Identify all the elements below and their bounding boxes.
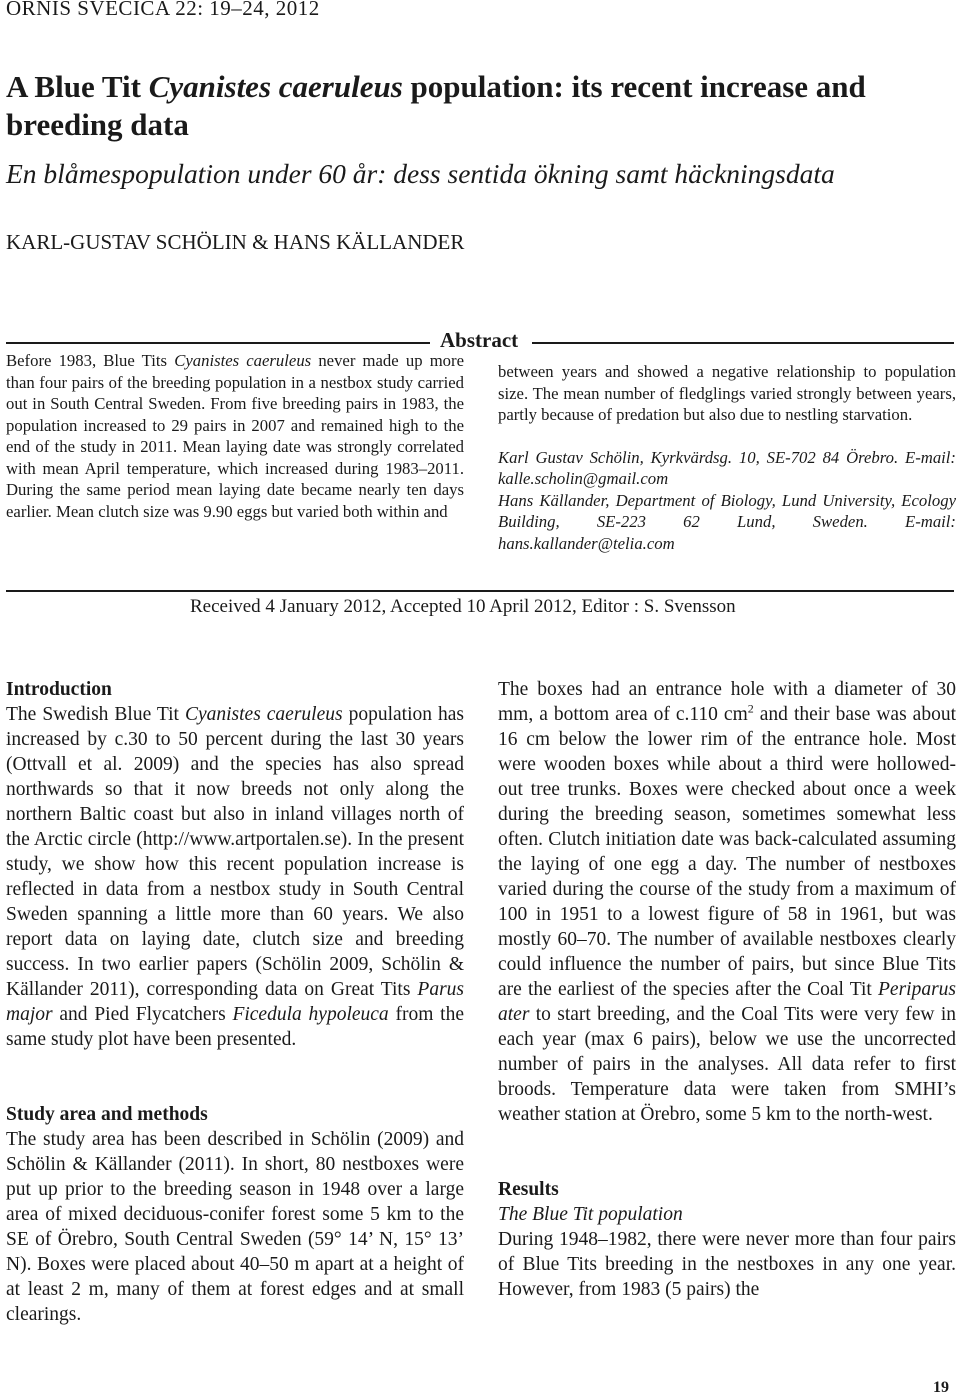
intro-species-1: Cyanistes caeruleus — [184, 704, 343, 725]
results-paragraph: During 1948–1982, there were never more than four pairs of Blue Tits breeding in the nestboxes in any one year. However, from 1983 (5 pairs) the — [498, 1229, 956, 1300]
methods-paragraph: The study area has been described in Schölin (2009) and Schölin & Källander (2011). In short, 80 nestboxes were put up prior to the breeding season in 1948 over a large area of mixed deciduous-conifer forest some 5 km to the SE of Örebro, South Central Sweden (59° 14’ N, 15° 13’ N). Boxes were placed about 40–50 m apart at a height of at least 2 m, many of them at forest edges and at small clearings. — [6, 1129, 464, 1325]
author-address-2: Hans Källander, Department of Biology, Lund University, Ecology Building, SE-223 62 Lund, Sweden. E-mail: hans.kallander@telia.com — [498, 490, 956, 553]
article-title — [6, 68, 946, 144]
results-subheading: The Blue Tit population — [498, 1204, 683, 1225]
methods-heading: Study area and methods — [6, 1104, 208, 1125]
intro-part-3: and Pied Flycatchers — [52, 1004, 233, 1025]
boxes-part-3: to start breeding, and the Coal Tits were very few in each year (max 6 pairs), below we use the uncorrected number of pairs in the analyses. All data refer to first broods. Temperature data were taken from SMHI’s weather station at Örebro, some 5 km to the north-west. — [498, 1004, 956, 1125]
boxes-paragraph — [498, 677, 956, 1127]
abstract-right-column — [498, 361, 956, 554]
abstract-left-part-1: Before 1983, Blue Tits — [6, 351, 175, 370]
intro-part-4: from the same study plot have been presented. — [6, 1004, 464, 1050]
title-species: Cyanistes caeruleus — [148, 69, 403, 104]
boxes-species: Periparus ater — [498, 979, 956, 1025]
intro-species-3: Ficedula hypoleuca — [232, 1004, 389, 1025]
body-right-column — [498, 677, 956, 1302]
boxes-part-1: The boxes had an entrance hole with a diameter of 30 mm, a bottom area of c.110 cm — [498, 679, 956, 725]
abstract-bottom-rule — [6, 590, 954, 592]
intro-paragraph — [6, 702, 464, 1052]
results-heading: Results — [498, 1179, 559, 1200]
article-subtitle: En blåmespopulation under 60 år: dess sentida ökning samt häckningsdata — [6, 158, 835, 189]
received-line: Received 4 January 2012, Accepted 10 April 2012, Editor : S. Svensson — [190, 596, 736, 617]
intro-species-2: Parus major — [6, 979, 464, 1025]
abstract-text-right: between years and showed a negative relationship to population size. The mean number of fledglings varied strongly between years, partly because of predation but also due to nestling starvation. — [498, 362, 956, 424]
boxes-superscript: 2 — [747, 701, 754, 716]
author-address-1: Karl Gustav Schölin, Kyrkvärdsg. 10, SE-702 84 Örebro. E-mail: kalle.scholin@gmail.com — [498, 447, 956, 488]
intro-part-2: population has increased by c.30 to 50 percent during the last 30 years (Ottvall et al. 2009) and the species has also spread northwards so that it now breeds not only along the northern Baltic coast but also in inland villages north of the Arctic circle (http://www.artportalen.se). In the present study, we show how this recent population increase is reflected in data from a nestbox study in South Central Sweden spanning a little more than 60 years. We also report data on laying date, clutch size and breeding success. In two earlier papers (Schölin 2009, Schölin & Källander 2011), corresponding data on Great Tits — [6, 704, 464, 1000]
page-number: 19 — [933, 1379, 949, 1396]
article-authors: KARL-GUSTAV SCHÖLIN & HANS KÄLLANDER — [6, 230, 465, 254]
boxes-part-2: and their base was about 16 cm below the lower rim of the entrance hole. Most were wooden boxes while about a third were hollowed-out tree trunks. Boxes were checked about once a week during the breeding season, sometimes somewhat less often. Clutch initiation date was back-calculated assuming the laying of one egg a day. The number of nestboxes varied during the course of the study from a maximum of 100 in 1951 to a lowest figure of 58 in 1961, but was mostly 60–70. The number of available nestboxes clearly could influence the number of pairs, but since Blue Tits are the earliest of the species after the Coal Tit — [498, 704, 957, 1000]
abstract-left-part-2: never made up more than four pairs of the breeding population in a nestbox study carried out in South Central Sweden. From five breeding pairs in 1983, the population increased to 29 pairs in 2007 and remained high to the end of the study in 2011. Mean laying date was strongly correlated with mean April temperature, which increased during 1983–2011. During the same period mean laying date became nearly ten days earlier. Mean clutch size was 9.90 eggs but varied both within and — [6, 351, 464, 521]
title-part-1: A Blue Tit — [6, 69, 149, 104]
abstract-left-species: Cyanistes caeruleus — [174, 351, 312, 370]
abstract-rule-left — [6, 342, 430, 344]
abstract-text-left — [6, 350, 464, 522]
journal-header: ORNIS SVECICA 22: 19–24, 2012 — [6, 0, 320, 20]
abstract-rule-right — [532, 342, 954, 344]
intro-part-1: The Swedish Blue Tit — [6, 704, 185, 725]
body-left-column — [6, 677, 464, 1327]
intro-heading: Introduction — [6, 679, 112, 700]
title-part-2: population: its recent increase and breeding data — [6, 69, 866, 142]
abstract-heading: Abstract — [440, 328, 519, 352]
abstract-left-column — [6, 350, 464, 522]
